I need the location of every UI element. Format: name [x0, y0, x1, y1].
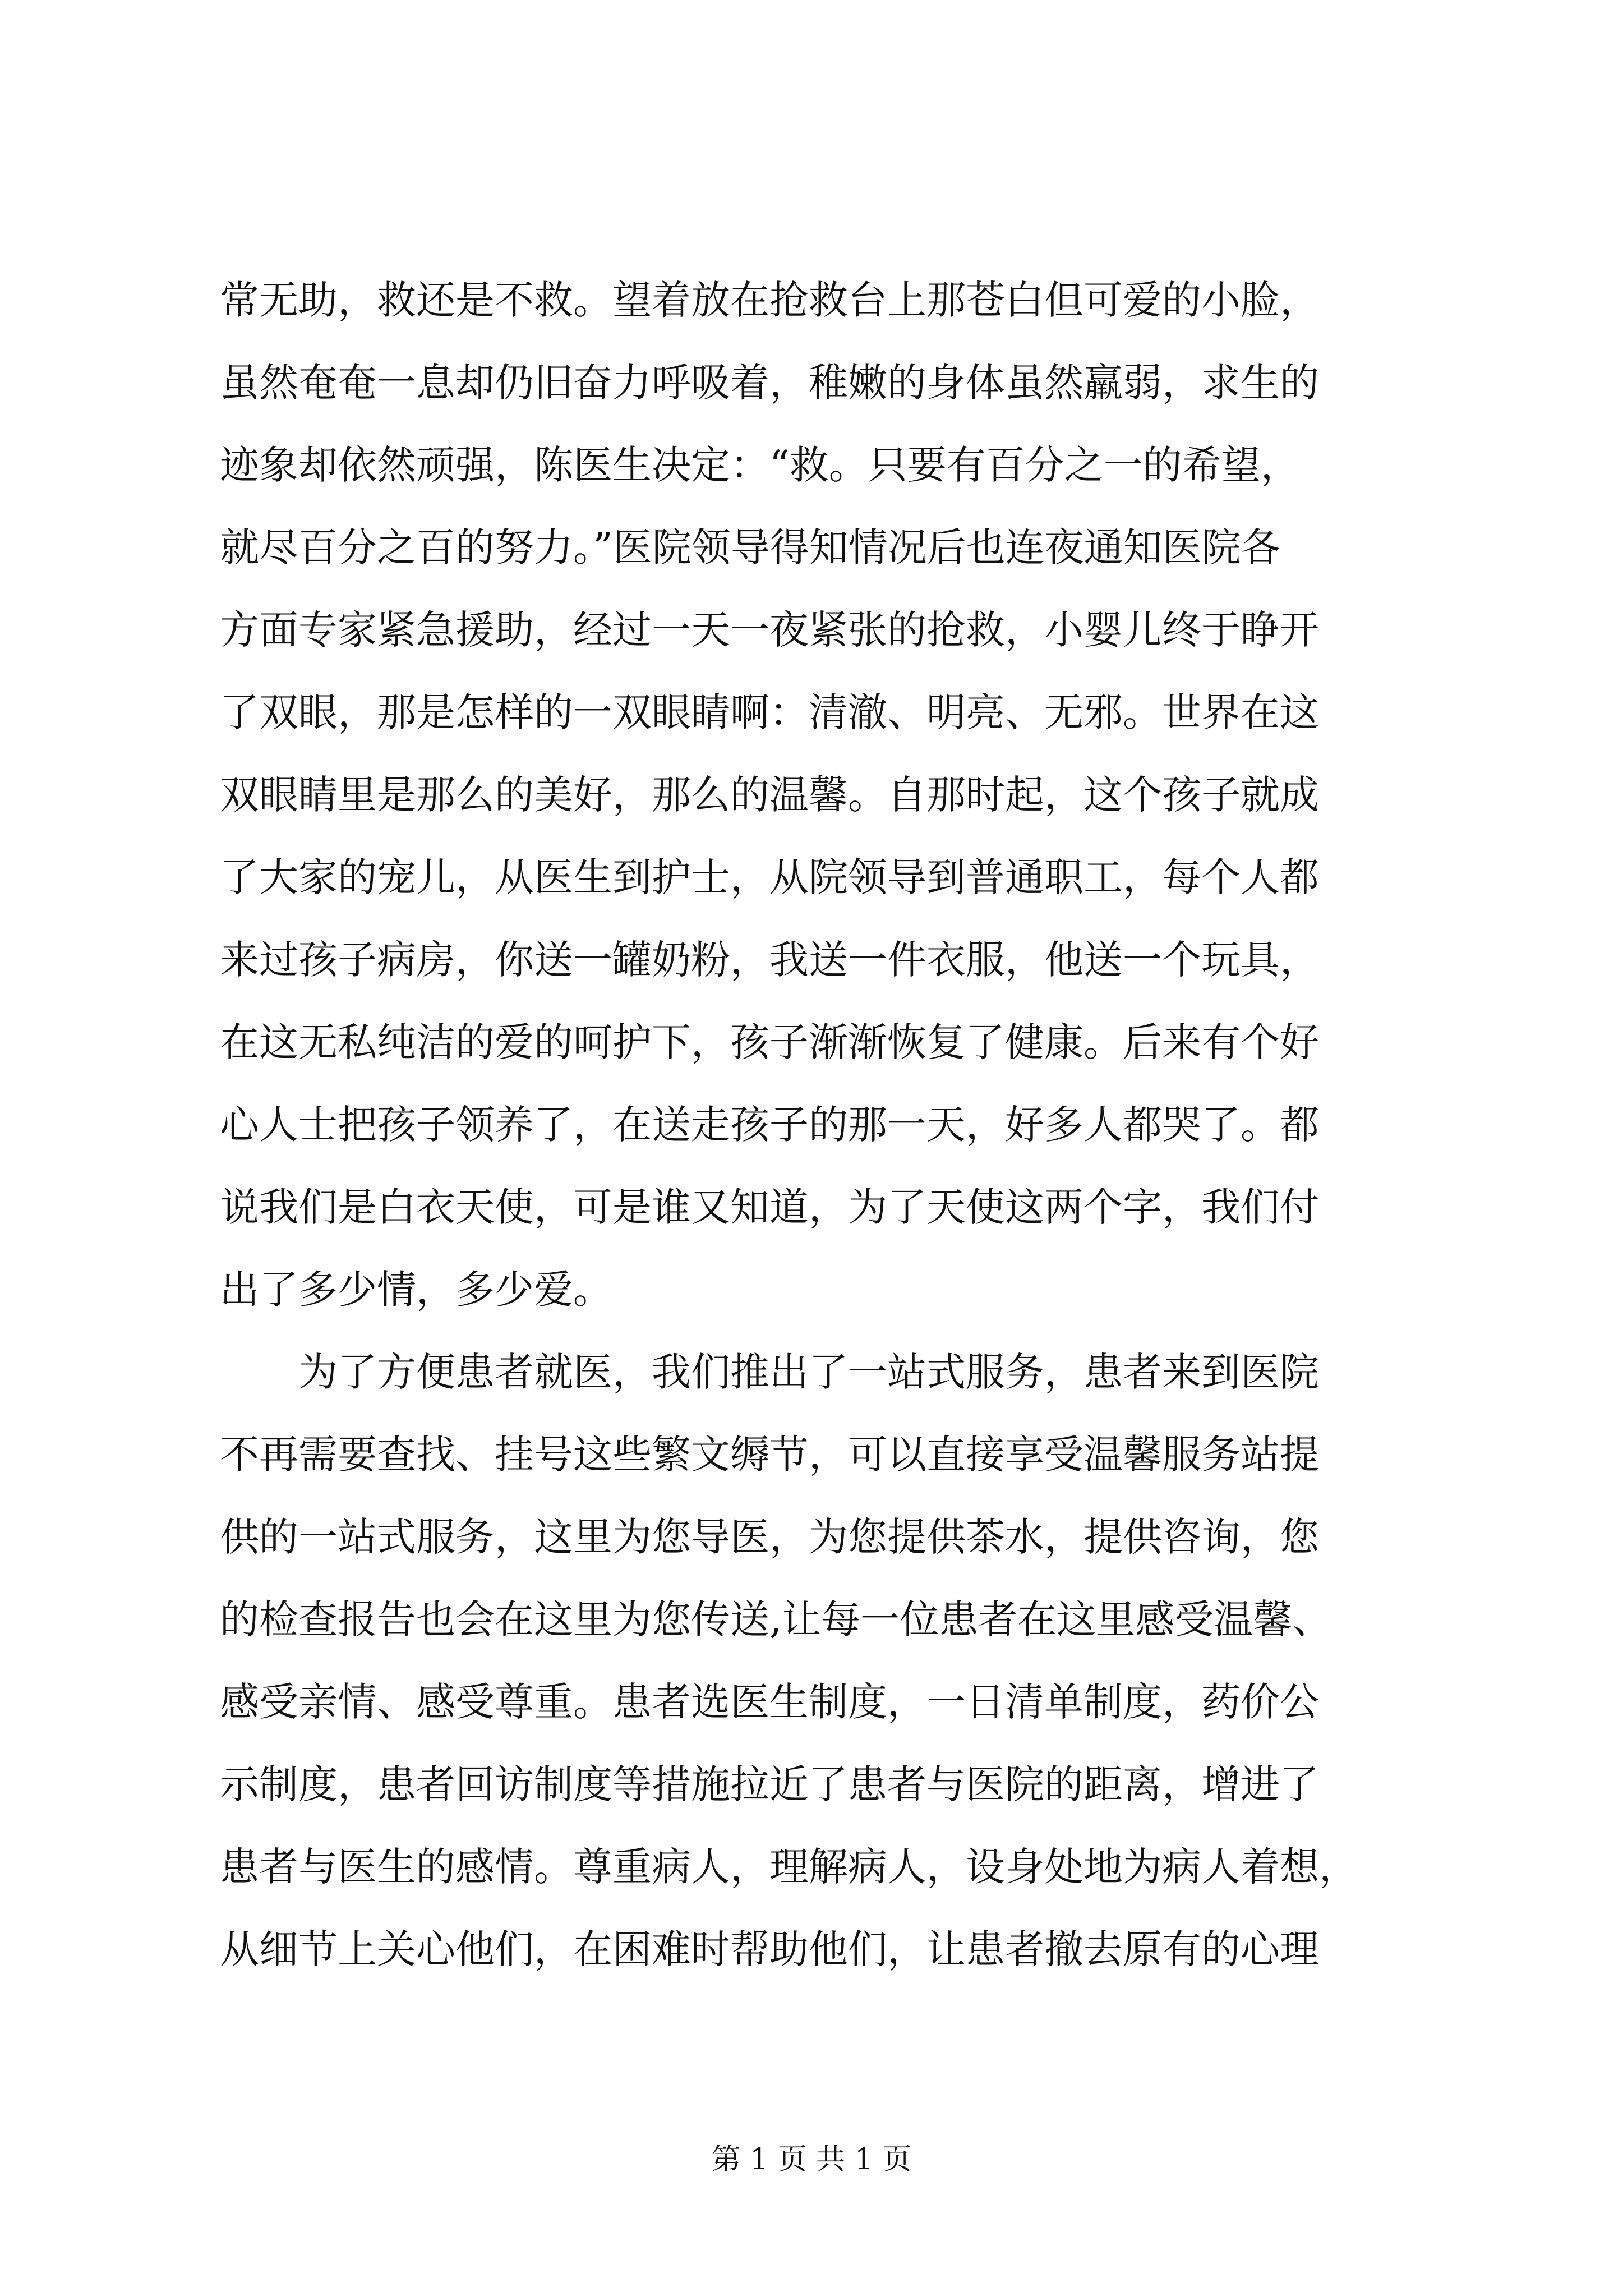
text-line: 来过孩子病房，你送一罐奶粉，我送一件衣服，他送一个玩具，	[220, 937, 1319, 983]
text-line: 的检查报告也会在这里为您传送,让每一位患者在这里感受温馨、	[220, 1596, 1332, 1642]
text-line: 虽然奄奄一息却仍旧奋力呼吸着，稚嫩的身体虽然羸弱，求生的	[220, 360, 1319, 406]
paragraph-start-line: 为了方便患者就医，我们推出了一站式服务，患者来到医院	[220, 1349, 1319, 1395]
text-line: 常无助，救还是不救。望着放在抢救台上那苍白但可爱的小脸，	[220, 277, 1319, 323]
text-line: 了大家的宠儿，从医生到护士，从院领导到普通职工，每个人都	[220, 854, 1319, 900]
text-line: 方面专家紧急援助，经过一天一夜紧张的抢救，小婴儿终于睁开	[220, 607, 1319, 653]
text-line: 供的一站式服务，这里为您导医，为您提供茶水，提供咨询，您	[220, 1514, 1319, 1560]
text-line: 从细节上关心他们，在困难时帮助他们，让患者撤去原有的心理	[220, 1926, 1319, 1972]
text-line: 说我们是白衣天使，可是谁又知道，为了天使这两个字，我们付	[220, 1184, 1319, 1230]
text-line: 了双眼，那是怎样的一双眼睛啊：清澈、明亮、无邪。世界在这	[220, 689, 1319, 735]
text-line: 心人士把孩子领养了，在送走孩子的那一天，好多人都哭了。都	[220, 1102, 1319, 1148]
text-line: 感受亲情、感受尊重。患者选医生制度，一日清单制度，药价公	[220, 1679, 1319, 1725]
page-number-footer: 第 1 页 共 1 页	[711, 2143, 912, 2177]
text-line: 迹象却依然顽强，陈医生决定：“救。只要有百分之一的希望，	[220, 442, 1300, 488]
text-line: 双眼睛里是那么的美好，那么的温馨。自那时起，这个孩子就成	[220, 772, 1319, 818]
text-line: 就尽百分之百的努力。”医院领导得知情况后也连夜通知医院各	[220, 524, 1280, 570]
text-line: 在这无私纯洁的爱的呵护下，孩子渐渐恢复了健康。后来有个好	[220, 1019, 1319, 1065]
text-line: 患者与医生的感情。尊重病人，理解病人，设身处地为病人着想，	[220, 1844, 1358, 1890]
text-line: 示制度，患者回访制度等措施拉近了患者与医院的距离，增进了	[220, 1761, 1319, 1807]
text-line: 不再需要查找、挂号这些繁文缛节，可以直接享受温馨服务站提	[220, 1432, 1319, 1478]
text-line: 出了多少情，多少爱。	[220, 1267, 612, 1313]
